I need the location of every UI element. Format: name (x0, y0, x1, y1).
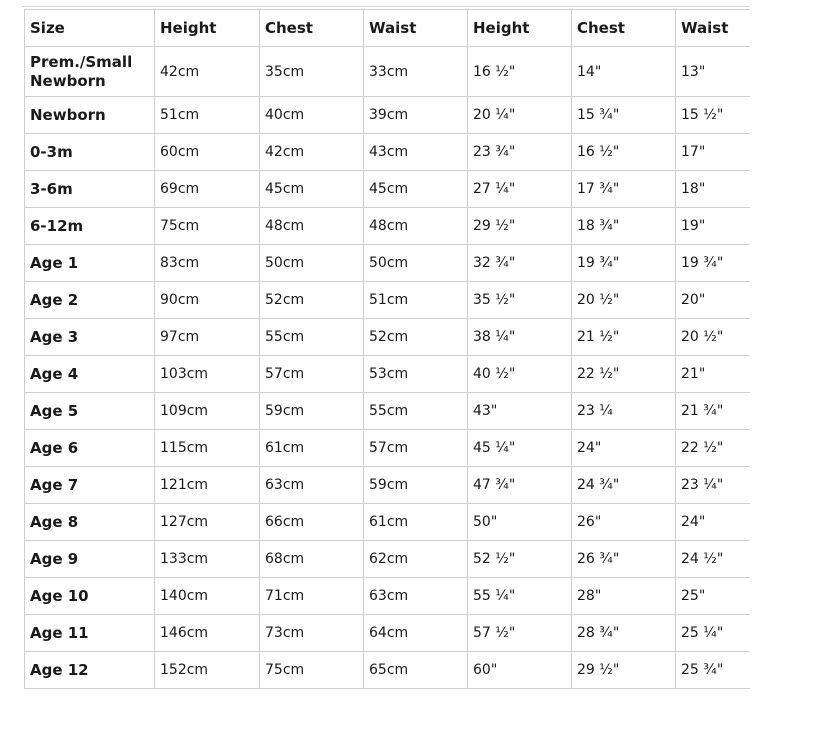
table-row (25, 652, 750, 689)
chest-in: 14" (572, 47, 676, 97)
chest-in: 17 ¾" (572, 171, 676, 208)
height-in: 23 ¾" (468, 134, 572, 171)
waist-in: 23 ¼" (676, 467, 750, 504)
waist-cm: 52cm (364, 319, 468, 356)
chest-in: 20 ½" (572, 282, 676, 319)
height-in: 52 ½" (468, 541, 572, 578)
height-cm: 152cm (155, 652, 260, 689)
chest-in: 24 ¾" (572, 467, 676, 504)
chest-cm: 50cm (260, 245, 364, 282)
table-row (25, 430, 750, 467)
waist-cm: 43cm (364, 134, 468, 171)
chest-cm: 42cm (260, 134, 364, 171)
size-label: Age 3 (25, 319, 155, 356)
size-label: Age 12 (25, 652, 155, 689)
table-row (25, 615, 750, 652)
chest-in: 22 ½" (572, 356, 676, 393)
chest-cm: 45cm (260, 171, 364, 208)
height-cm: 69cm (155, 171, 260, 208)
height-cm: 133cm (155, 541, 260, 578)
table-row (25, 47, 750, 97)
height-cm: 75cm (155, 208, 260, 245)
size-label: Age 1 (25, 245, 155, 282)
waist-in: 24" (676, 504, 750, 541)
height-in: 60" (468, 652, 572, 689)
waist-cm: 64cm (364, 615, 468, 652)
waist-cm: 50cm (364, 245, 468, 282)
waist-in: 20 ½" (676, 319, 750, 356)
header-waist-cm: Waist (364, 10, 468, 47)
waist-cm: 33cm (364, 47, 468, 97)
chest-in: 15 ¾" (572, 97, 676, 134)
height-in: 27 ¼" (468, 171, 572, 208)
table-row (25, 245, 750, 282)
table-row (25, 467, 750, 504)
table-row (25, 578, 750, 615)
height-cm: 140cm (155, 578, 260, 615)
waist-in: 25 ¼" (676, 615, 750, 652)
size-label: 3-6m (25, 171, 155, 208)
size-label: Age 8 (25, 504, 155, 541)
chest-cm: 40cm (260, 97, 364, 134)
waist-cm: 51cm (364, 282, 468, 319)
chest-cm: 57cm (260, 356, 364, 393)
height-cm: 103cm (155, 356, 260, 393)
height-in: 43" (468, 393, 572, 430)
size-label: Newborn (25, 97, 155, 134)
size-label: Age 7 (25, 467, 155, 504)
height-in: 32 ¾" (468, 245, 572, 282)
size-label: Prem./Small Newborn (25, 47, 155, 97)
chest-in: 26 ¾" (572, 541, 676, 578)
table-row (25, 282, 750, 319)
chest-in: 18 ¾" (572, 208, 676, 245)
height-cm: 115cm (155, 430, 260, 467)
size-label: 0-3m (25, 134, 155, 171)
waist-in: 25 ¾" (676, 652, 750, 689)
header-chest-in: Chest (572, 10, 676, 47)
top-divider (22, 6, 750, 7)
waist-in: 21" (676, 356, 750, 393)
waist-in: 19" (676, 208, 750, 245)
chest-cm: 73cm (260, 615, 364, 652)
height-in: 47 ¾" (468, 467, 572, 504)
chest-cm: 52cm (260, 282, 364, 319)
table-row (25, 541, 750, 578)
waist-cm: 39cm (364, 97, 468, 134)
header-size: Size (25, 10, 155, 47)
chest-cm: 75cm (260, 652, 364, 689)
waist-cm: 48cm (364, 208, 468, 245)
chest-cm: 61cm (260, 430, 364, 467)
size-label: Age 9 (25, 541, 155, 578)
waist-in: 25" (676, 578, 750, 615)
header-height-in: Height (468, 10, 572, 47)
table-row (25, 171, 750, 208)
chest-cm: 55cm (260, 319, 364, 356)
waist-cm: 57cm (364, 430, 468, 467)
height-cm: 51cm (155, 97, 260, 134)
waist-cm: 45cm (364, 171, 468, 208)
size-chart-table (24, 9, 750, 689)
waist-in: 17" (676, 134, 750, 171)
height-in: 20 ¼" (468, 97, 572, 134)
height-in: 35 ½" (468, 282, 572, 319)
size-label: Age 10 (25, 578, 155, 615)
header-height-cm: Height (155, 10, 260, 47)
size-label: Age 2 (25, 282, 155, 319)
height-in: 38 ¼" (468, 319, 572, 356)
height-cm: 97cm (155, 319, 260, 356)
chest-cm: 35cm (260, 47, 364, 97)
chest-in: 21 ½" (572, 319, 676, 356)
size-label: Age 4 (25, 356, 155, 393)
chest-cm: 63cm (260, 467, 364, 504)
chest-in: 28 ¾" (572, 615, 676, 652)
waist-cm: 63cm (364, 578, 468, 615)
waist-cm: 55cm (364, 393, 468, 430)
waist-cm: 59cm (364, 467, 468, 504)
chest-in: 19 ¾" (572, 245, 676, 282)
table-row (25, 208, 750, 245)
chest-in: 29 ½" (572, 652, 676, 689)
height-cm: 121cm (155, 467, 260, 504)
size-label: Age 6 (25, 430, 155, 467)
waist-in: 20" (676, 282, 750, 319)
height-in: 45 ¼" (468, 430, 572, 467)
header-chest-cm: Chest (260, 10, 364, 47)
chest-in: 23 ¼ (572, 393, 676, 430)
height-cm: 90cm (155, 282, 260, 319)
height-in: 50" (468, 504, 572, 541)
waist-in: 18" (676, 171, 750, 208)
table-row (25, 393, 750, 430)
table-row (25, 504, 750, 541)
height-cm: 83cm (155, 245, 260, 282)
chest-cm: 71cm (260, 578, 364, 615)
chest-in: 28" (572, 578, 676, 615)
waist-in: 19 ¾" (676, 245, 750, 282)
waist-in: 22 ½" (676, 430, 750, 467)
chest-cm: 66cm (260, 504, 364, 541)
waist-cm: 53cm (364, 356, 468, 393)
waist-in: 21 ¾" (676, 393, 750, 430)
height-in: 29 ½" (468, 208, 572, 245)
chest-cm: 59cm (260, 393, 364, 430)
height-cm: 42cm (155, 47, 260, 97)
height-cm: 127cm (155, 504, 260, 541)
height-cm: 60cm (155, 134, 260, 171)
table-row (25, 134, 750, 171)
header-waist-in: Waist (676, 10, 750, 47)
height-in: 57 ½" (468, 615, 572, 652)
chest-in: 16 ½" (572, 134, 676, 171)
height-in: 40 ½" (468, 356, 572, 393)
chest-cm: 48cm (260, 208, 364, 245)
waist-cm: 65cm (364, 652, 468, 689)
table-row (25, 97, 750, 134)
waist-in: 15 ½" (676, 97, 750, 134)
header-row (25, 10, 750, 47)
chest-cm: 68cm (260, 541, 364, 578)
waist-in: 24 ½" (676, 541, 750, 578)
height-cm: 146cm (155, 615, 260, 652)
waist-cm: 62cm (364, 541, 468, 578)
table-row (25, 319, 750, 356)
chest-in: 24" (572, 430, 676, 467)
waist-cm: 61cm (364, 504, 468, 541)
height-cm: 109cm (155, 393, 260, 430)
table-row (25, 356, 750, 393)
height-in: 16 ½" (468, 47, 572, 97)
chest-in: 26" (572, 504, 676, 541)
size-label: 6-12m (25, 208, 155, 245)
waist-in: 13" (676, 47, 750, 97)
size-label: Age 11 (25, 615, 155, 652)
height-in: 55 ¼" (468, 578, 572, 615)
size-label: Age 5 (25, 393, 155, 430)
